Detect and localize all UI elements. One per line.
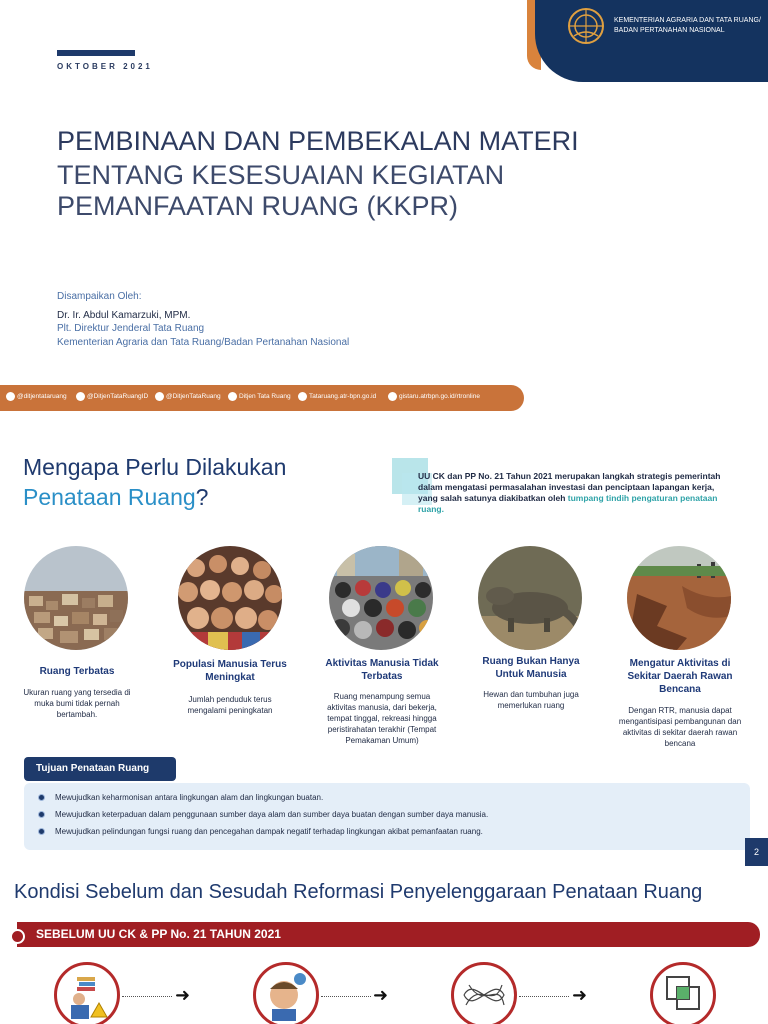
instagram-icon xyxy=(6,392,15,401)
facebook-icon xyxy=(76,392,85,401)
flow-connector xyxy=(519,996,569,997)
before-bar xyxy=(17,922,760,947)
date-label: OKTOBER 2021 xyxy=(57,62,153,71)
title-accent-bar xyxy=(57,50,135,56)
web-icon xyxy=(388,392,397,401)
speaker-position: Plt. Direktur Jenderal Tata Ruang xyxy=(57,323,205,334)
flow-connector xyxy=(321,996,371,997)
social-gistaru[interactable]: gistaru.atrbpn.go.id/rtronline xyxy=(388,392,480,401)
reason-label: Ruang Terbatas xyxy=(39,666,115,677)
social-youtube[interactable]: Ditjen Tata Ruang xyxy=(228,392,291,401)
arrow-right-icon: ➜ xyxy=(572,985,588,1005)
overlap-icon xyxy=(650,962,716,1024)
speaker-name: Dr. Ir. Abdul Kamarzuki, MPM. xyxy=(57,310,191,321)
crowd-photo xyxy=(178,546,282,650)
bullet-icon xyxy=(38,794,45,801)
reason-desc: Ruang menampung semua aktivitas manusia, dari bekerja, tempat tinggal, rekreasi hingga peristirahatan terakhir (Tempat Pemakaman Umum) xyxy=(327,692,437,745)
reason-label: Ruang Bukan Hanya Untuk Manusia xyxy=(482,656,580,680)
tujuan-item: Mewujudkan keharmonisan antara lingkungan alam dan lingkungan buatan. xyxy=(38,793,323,802)
slum-photo xyxy=(24,546,128,650)
landslide-photo xyxy=(627,546,731,650)
tangled-lines-icon xyxy=(451,962,517,1024)
social-website[interactable]: Tataruang.atr-bpn.go.id xyxy=(298,392,376,401)
tujuan-item: Mewujudkan keterpaduan dalam penggunaan sumber daya alam dan sumber daya buatan dengan sumber daya manusia. xyxy=(38,810,488,819)
title-line-2: TENTANG KESESUAIAN KEGIATAN xyxy=(57,160,505,190)
reason-desc: Hewan dan tumbuhan juga memerlukan ruang xyxy=(483,690,579,710)
social-twitter[interactable]: @DitjenTataRuang xyxy=(155,392,221,401)
reason-desc: Jumlah penduduk terus mengalami peningkatan xyxy=(187,695,273,715)
arrow-right-icon: ➜ xyxy=(373,985,389,1005)
reason-desc: Dengan RTR, manusia dapat mengantisipasi pembangunan dan aktivitas di sekitar daerah rawan bencana xyxy=(618,706,742,748)
social-media-bar xyxy=(0,385,524,411)
traffic-photo xyxy=(329,546,433,650)
bullet-icon xyxy=(38,828,45,835)
reason-desc: Ukuran ruang yang tersedia di muka bumi tidak pernah bertambah. xyxy=(23,688,131,719)
arrow-right-icon: ➜ xyxy=(175,985,191,1005)
twitter-icon xyxy=(155,392,164,401)
reason-label: Mengatur Aktivitas di Sekitar Daerah Rawan Bencana xyxy=(627,658,733,695)
slide-cover xyxy=(0,0,768,413)
before-label: SEBELUM UU CK & PP No. 21 TAHUN 2021 xyxy=(36,927,281,941)
bullet-icon xyxy=(38,811,45,818)
ministry-line-2: BADAN PERTANAHAN NASIONAL xyxy=(614,27,725,34)
confused-person-icon xyxy=(253,962,319,1024)
uu-statement: UU CK dan PP No. 21 Tahun 2021 merupakan langkah strategis pemerintah dalam mengatasi permasalahan investasi dan penciptaan lapangan kerja, yang salah satunya diakibatkan oleh tumpang tindih pengaturan penataan ruang. xyxy=(418,471,721,514)
social-instagram[interactable]: @ditjentataruang xyxy=(6,392,67,401)
slide-conditions xyxy=(0,866,768,1024)
bar-dot xyxy=(10,929,25,944)
youtube-icon xyxy=(228,392,237,401)
tujuan-list xyxy=(24,783,750,850)
ministry-name xyxy=(614,16,764,36)
heading-line-2: Penataan Ruang? xyxy=(23,484,209,510)
komodo-photo xyxy=(478,546,582,650)
conditions-heading: Kondisi Sebelum dan Sesudah Reformasi Penyelenggaraan Penataan Ruang xyxy=(14,881,703,903)
presented-by-label: Disampaikan Oleh: xyxy=(57,291,142,302)
slide-why-spatial-planning xyxy=(0,413,768,866)
title-line-1: PEMBINAAN DAN PEMBEKALAN MATERI xyxy=(57,126,579,156)
ministry-line-1: KEMENTERIAN AGRARIA DAN TATA RUANG/ xyxy=(614,17,761,24)
social-facebook[interactable]: @DitjenTataRuangID xyxy=(76,392,148,401)
heading-line-1: Mengapa Perlu Dilakukan xyxy=(23,454,287,480)
speaker-institution: Kementerian Agraria dan Tata Ruang/Badan Pertanahan Nasional xyxy=(57,337,350,348)
web-icon xyxy=(298,392,307,401)
bureaucracy-icon xyxy=(54,962,120,1024)
tujuan-item: Mewujudkan pelindungan fungsi ruang dan pencegahan dampak negatif terhadap lingkungan akibat pemanfaatan ruang. xyxy=(38,827,483,836)
reason-label: Populasi Manusia Terus Meningkat xyxy=(173,659,287,683)
reason-label: Aktivitas Manusia Tidak Terbatas xyxy=(325,658,439,682)
tujuan-title: Tujuan Penataan Ruang xyxy=(24,757,176,781)
flow-connector xyxy=(122,996,172,997)
page-number: 2 xyxy=(745,838,768,866)
ministry-logo-icon xyxy=(566,6,606,46)
title-subtitle xyxy=(57,160,617,222)
title-line-3: PEMANFAATAN RUANG (KKPR) xyxy=(57,191,459,221)
